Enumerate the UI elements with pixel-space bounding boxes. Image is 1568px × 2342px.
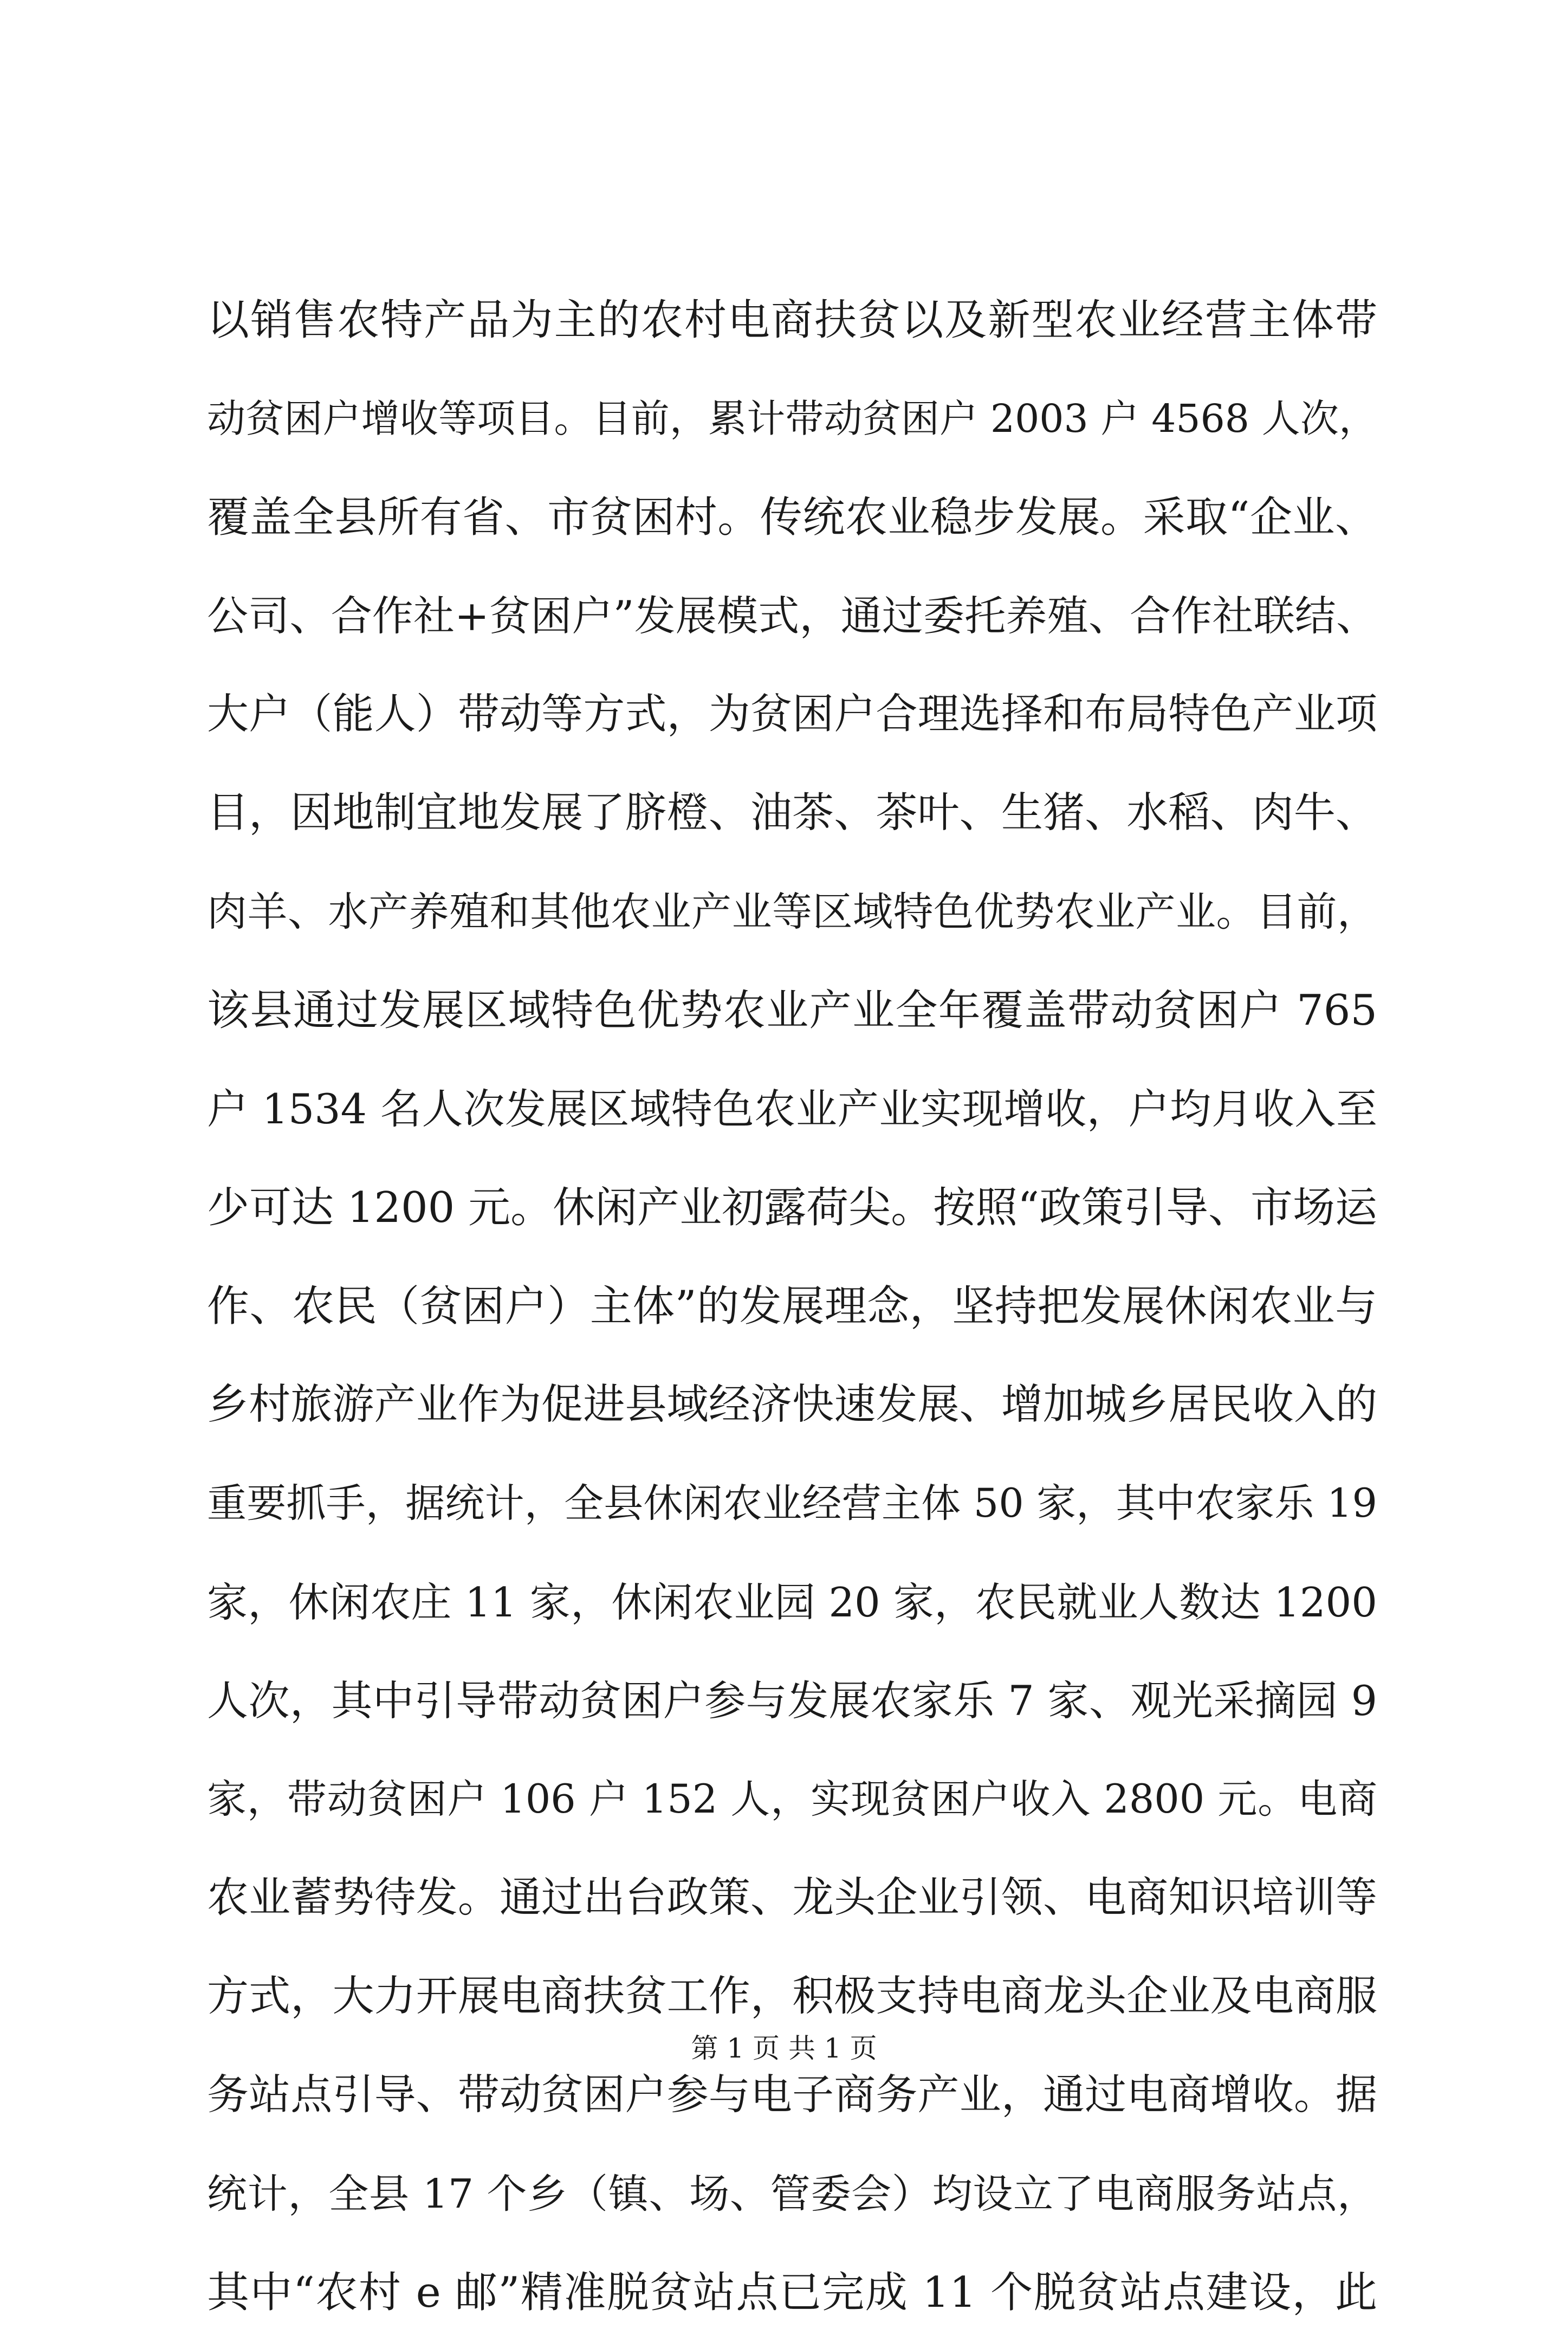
text-line: 公司、合作社+贫困户”发展模式，通过委托养殖、合作社联结、 [207,592,1377,640]
text-line: 其中“农村 e 邮”精准脱贫站点已完成 11 个脱贫站点建设，此 [207,2268,1377,2317]
text-line: 统计，全县 17 个乡（镇、场、管委会）均设立了电商服务站点， [207,2171,1377,2217]
text-line: 覆盖全县所有省、市贫困村。传统农业稳步发展。采取“企业、 [207,493,1377,542]
text-line: 动贫困户增收等项目。目前，累计带动贫困户 2003 户 4568 人次， [207,396,1377,441]
text-line: 大户（能人）带动等方式，为贫困户合理选择和布局特色产业项 [207,690,1377,739]
text-line: 农业蓄势待发。通过出台政策、龙头企业引领、电商知识培训等 [207,1874,1377,1922]
text-line: 乡村旅游产业作为促进县域经济快速发展、增加城乡居民收入的 [207,1381,1377,1429]
text-line: 肉羊、水产养殖和其他农业产业等区域特色优势农业产业。目前， [207,889,1377,935]
text-line: 重要抓手，据统计，全县休闲农业经营主体 50 家，其中农家乐 19 [207,1480,1377,1526]
text-line: 户 1534 名人次发展区域特色农业产业实现增收，户均月收入至 [207,1085,1377,1133]
page-number-footer: 第 1 页 共 1 页 [691,2033,877,2064]
text-line: 作、农民（贫困户）主体”的发展理念，坚持把发展休闲农业与 [207,1282,1377,1331]
text-line: 方式，大力开展电商扶贫工作，积极支持电商龙头企业及电商服 [207,1972,1377,2021]
text-line: 家，带动贫困户 106 户 152 人，实现贫困户收入 2800 元。电商 [207,1776,1377,1822]
text-line: 务站点引导、带动贫困户参与电子商务产业，通过电商增收。据 [207,2071,1377,2119]
text-line: 该县通过发展区域特色优势农业产业全年覆盖带动贫困户 765 [207,986,1377,1035]
text-line: 以销售农特产品为主的农村电商扶贫以及新型农业经营主体带 [207,296,1377,345]
text-line: 目，因地制宜地发展了脐橙、油茶、茶叶、生猪、水稻、肉牛、 [207,789,1377,837]
text-line: 少可达 1200 元。休闲产业初露荷尖。按照“政策引导、市场运 [207,1183,1377,1232]
text-line: 人次，其中引导带动贫困户参与发展农家乐 7 家、观光采摘园 9 [207,1677,1377,1725]
text-line: 家，休闲农庄 11 家，休闲农业园 20 家，农民就业人数达 1200 [207,1578,1377,1626]
